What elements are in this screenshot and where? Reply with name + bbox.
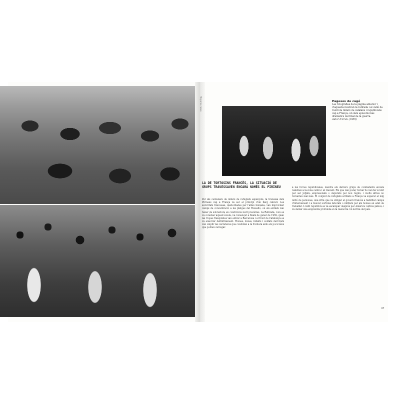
caption-title: Pagesos de cagó xyxy=(332,99,361,103)
caption-credit: Autor d'arxiu (1939) xyxy=(332,118,357,122)
photo-caption xyxy=(332,100,386,180)
caption-body: Les fotografies de la pàgina anterior i d'aquesta mostren la retirada i el camí de l'exili de milers de catalans i republicans cap a França, un dels episodis més dramàtics del final de la guerra. xyxy=(332,102,383,118)
article-heading: LA DE TORTOSINS FRANCÈS, LA SITUACIÓ DE GRUPS TRAVESSAVEN ENCARA NOMÉS EL PIRINEU xyxy=(202,181,281,189)
photo-refugee-crowd xyxy=(0,205,196,317)
photo-vehicles-retreat xyxy=(0,86,196,204)
page-number: 47 xyxy=(381,307,385,310)
article-column-left: Per als centenars de milers de refugiats espanyols, la travessa dels Pirineus cap a França va ser el principi d'un llarg calvari. Les autoritats franceses, desbordades per l'allau humana, van improvisar camps de concentració a les platges del Rosselló, on els exiliats van haver de sobreviure en condicions molt precàries. La Retirada, com es va conèixer aquest èxode, va començar a finals de gener de 1939, quan les tropes franquistes van entrar a Barcelona i el front de Catalunya es va ensorrar definitivament. Homes, dones, infants i soldats derrotats van omplir les carreteres que conduïen a la frontera amb els pocs béns que podien carregar. xyxy=(202,198,284,230)
running-head: Hispania nova xyxy=(199,96,202,112)
article-column-right: a les forces republicanes, mentre els darrers grups de combatents encara resistien a la zona centre i al Llevant. Els que van poder tornar ho van fer sovint per ser jutjats, empresonats o depurats pel nou règim, i molts altres no tornarien mai més. El conjunt de refugiats arribats a França va superar el mig milió de persones, una xifra que va obligar el govern francès a habilitar camps d'internament i a buscar sortides laborals o militars per als homes en edat de treballar. L'exili republicà es va escampar després per Amèrica i altres països, i va deixar una empremta profunda en la memòria col·lectiva del país. xyxy=(292,186,384,212)
photo-group-night xyxy=(222,106,326,176)
